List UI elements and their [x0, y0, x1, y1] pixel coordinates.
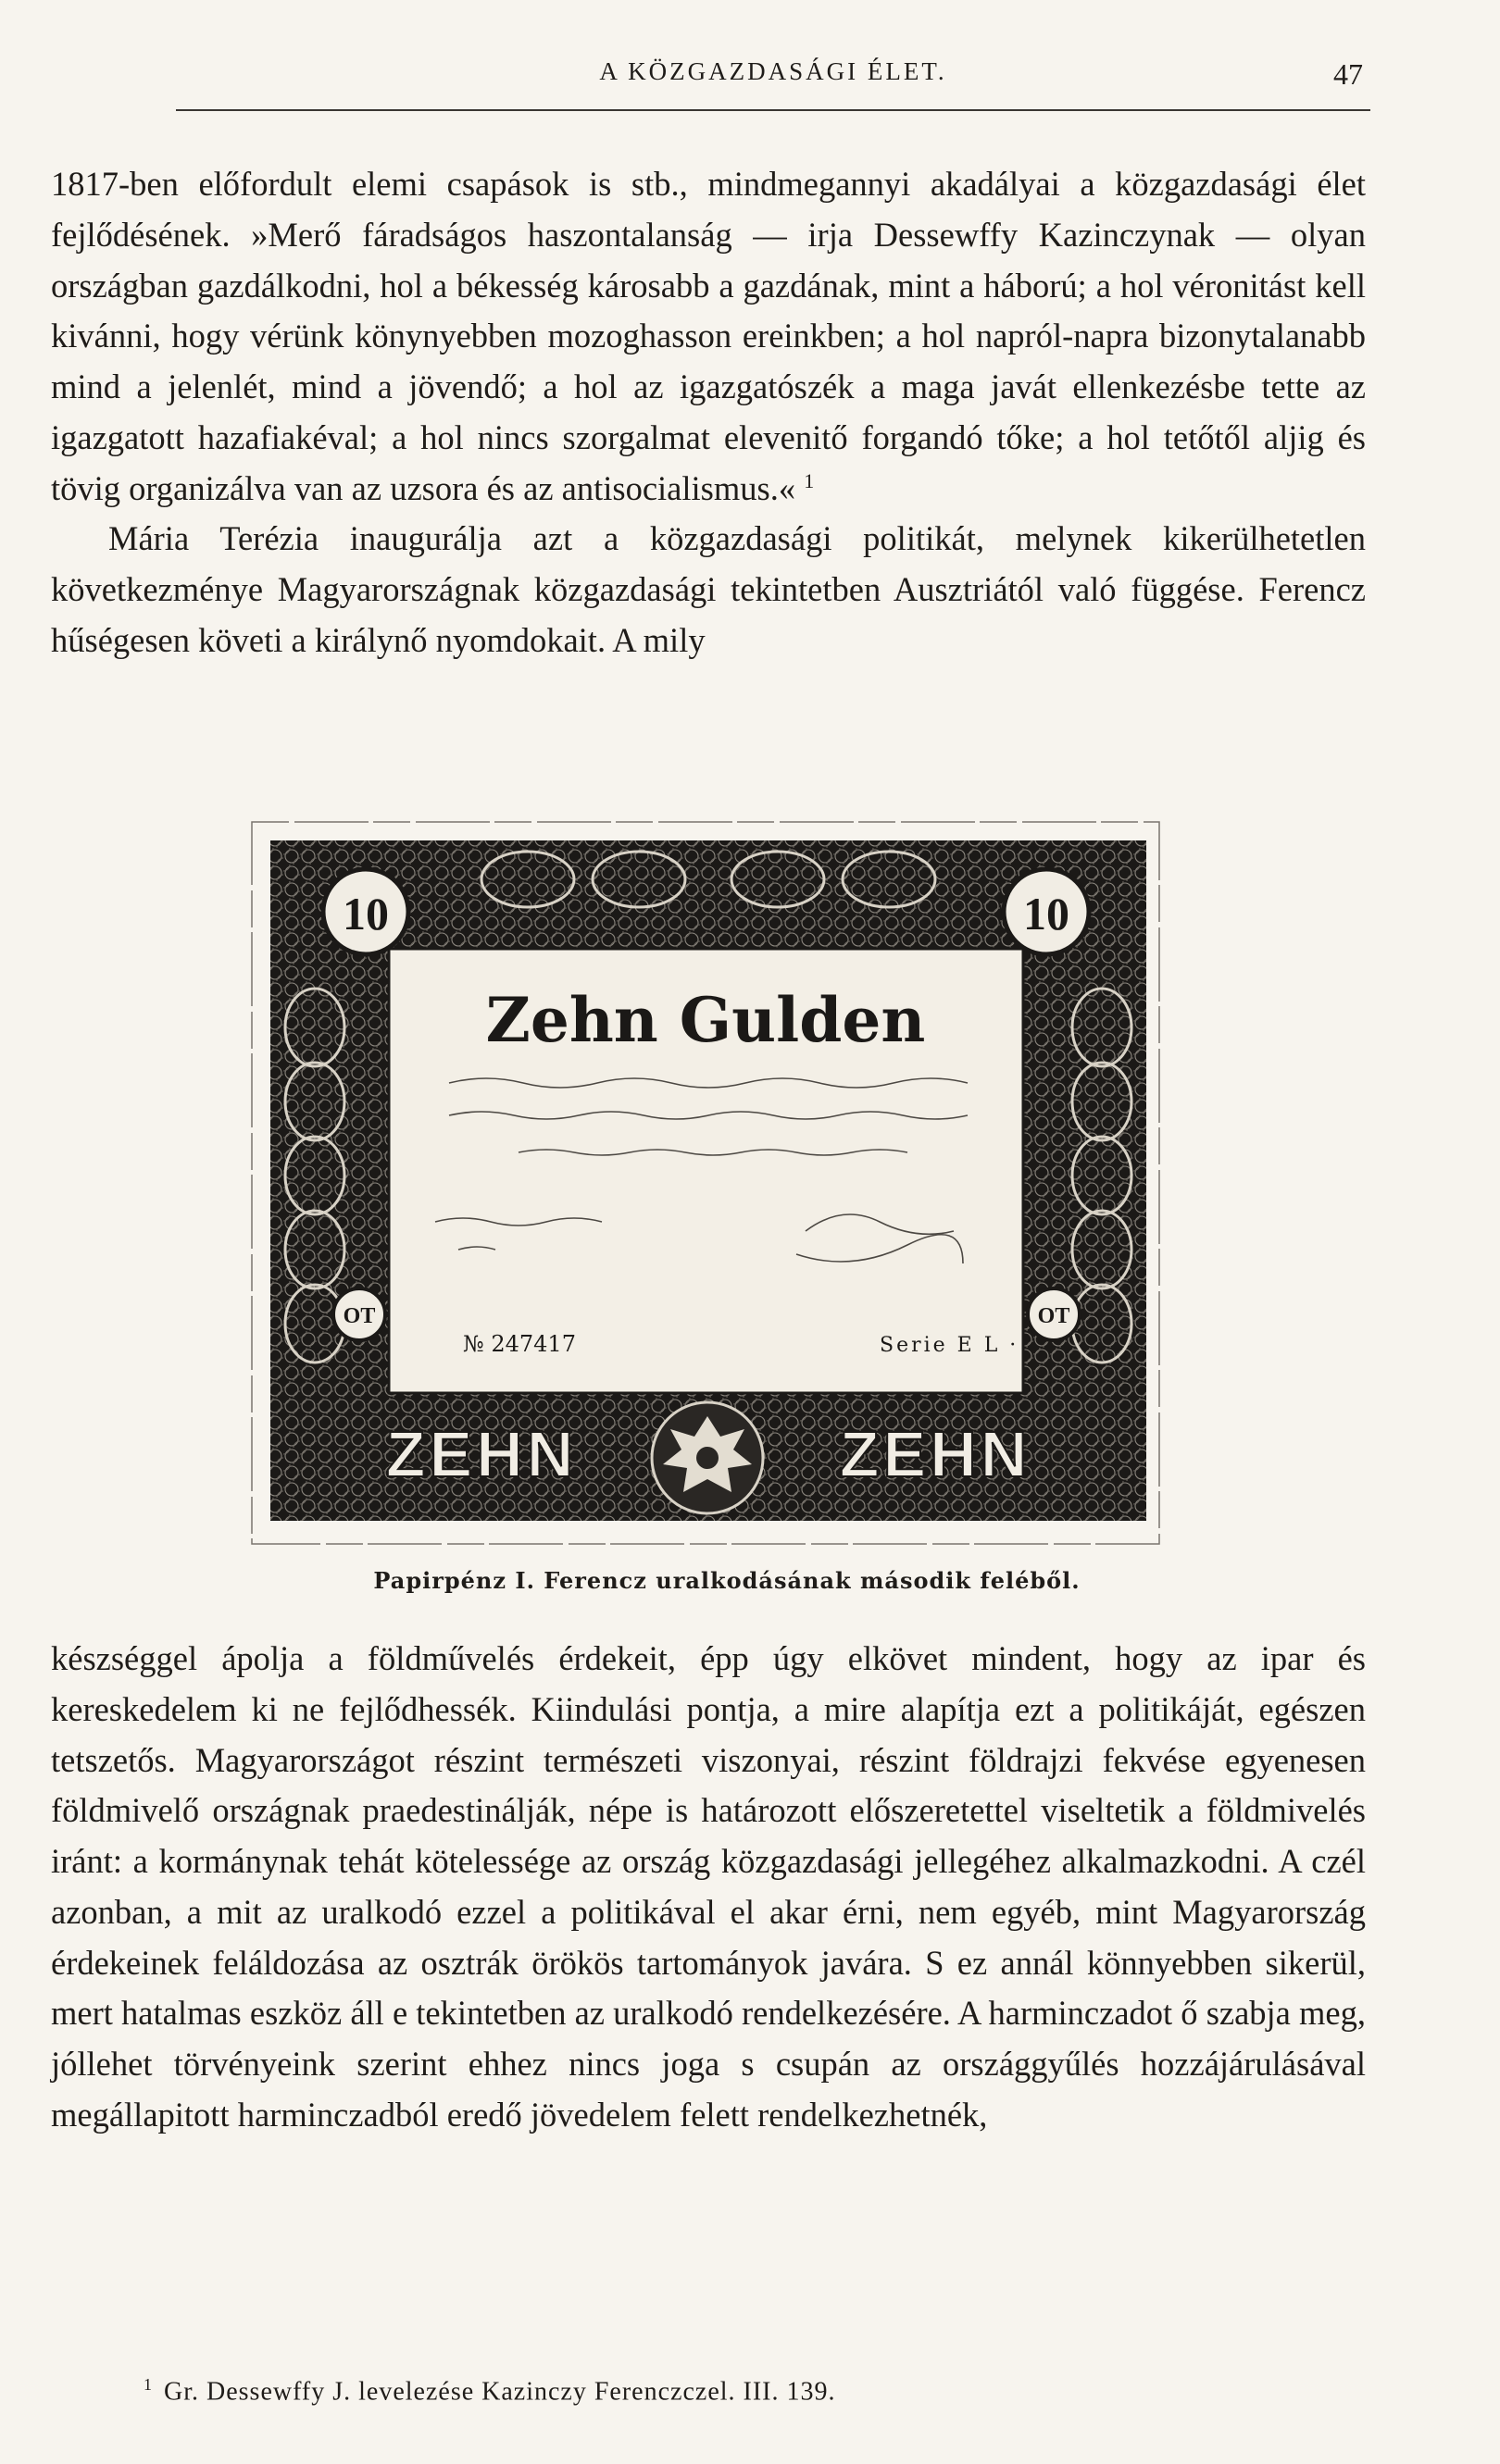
page-number: 47 [1333, 57, 1363, 91]
eagle-emblem-icon [652, 1402, 763, 1513]
paragraph: készséggel ápolja a földművelés érdekeit, épp úgy elkövet mindent, hogy az ipar és kereskedelem ki ne fejlődhessék. Kiindulási pontja, a mire alapítja ezt a politikáját, egészen tetszetős. Magyarországot részint természeti viszonyai, részint földrajzi fekvése egyenesen földmivelő országnak praedestinálják, népe is határozott előszeretettel viseltetik a földmivelés iránt: a kormánynak tehát kötelessége az ország közgazdasági jellegéhez alkalmazkodni. A czél azonban, a mit az uralkodó ezzel a politikával el akar érni, nem egyéb, mint Magyarország érdekeinek feláldozása az osztrák örökös tartományok javára. S ez annál könnyebben sikerül, mert hatalmas eszköz áll e tekintetben az uralkodó rendelkezésére. A harminczadot ő szabja meg, jóllehet törvényeink szerint ehhez nincs joga s csupán az országgyűlés hozzájárulásával megállapitott harminczadból eredő jövedelem felett rendelkezhetnék, [51, 1639, 1366, 2134]
corner-medallion-left [323, 869, 408, 954]
paragraph-text: 1817-ben előfordult elemi csapások is stb., mindmegannyi akadályai a közgazdasági élet fejlődésének. »Merő fáradságos haszontalanság — irja Dessewffy Kazinczynak — olyan országban gazdálkodni, hol a békesség károsabb a gazdának, mint a háború; a hol véronitást kell kivánni, hogy vérünk könynyebben mozoghasson ereinkben; a hol napról-napra bizonytalanabb mind a jelenlét, mind a jövendő; a hol az igazgatószék a maga javát ellenkezésbe tette az igazgatott hazafiakéval; a hol nincs szorgalmat elevenitő forgandó tőke; a hol tetőtől aljig és tövig organizálva van az uzsora és az antisocialismus.« [51, 165, 1366, 507]
footnote-marker: 1 [144, 2375, 153, 2394]
text-block-top [51, 159, 1366, 666]
paragraph [51, 159, 1366, 514]
corner-mark-left [333, 1288, 385, 1340]
paragraph: Mária Terézia inaugurálja azt a közgazdasági politikát, melynek kikerülhetetlen következménye Magyarországnak közgazdasági tekintetben Ausztriától való függése. Ferencz hűségesen követi a királynő nyomdokait. A mily [51, 519, 1366, 659]
corner-mark-text-right: OT [1037, 1304, 1070, 1328]
corner-numeral-left: 10 [343, 888, 389, 940]
corner-mark-right [1028, 1288, 1080, 1340]
footnote-text: Gr. Dessewffy J. levelezése Kazinczy Ferenczczel. III. 139. [164, 2377, 836, 2407]
bottom-word-right: ZEHN [839, 1418, 1031, 1490]
figure-caption: Papirpénz I. Ferencz uralkodásának második feléből. [373, 1567, 1081, 1594]
footnote-reference: 1 [804, 468, 815, 492]
running-head [176, 54, 1370, 111]
running-title: A KÖZGAZDASÁGI ÉLET. [599, 57, 947, 85]
corner-numeral-right: 10 [1023, 888, 1069, 940]
banknote-illustration [250, 815, 1162, 1550]
corner-mark-text-left: OT [343, 1304, 376, 1328]
corner-medallion-right [1004, 869, 1089, 954]
banknote-series: Serie E L · [880, 1334, 1019, 1357]
text-block-bottom [51, 1634, 1366, 2141]
bottom-word-left: ZEHN [385, 1418, 578, 1490]
footnote [144, 2375, 1301, 2407]
banknote-number: № 247417 [463, 1331, 576, 1357]
banknote-heading: Zehn Gulden [485, 984, 926, 1056]
